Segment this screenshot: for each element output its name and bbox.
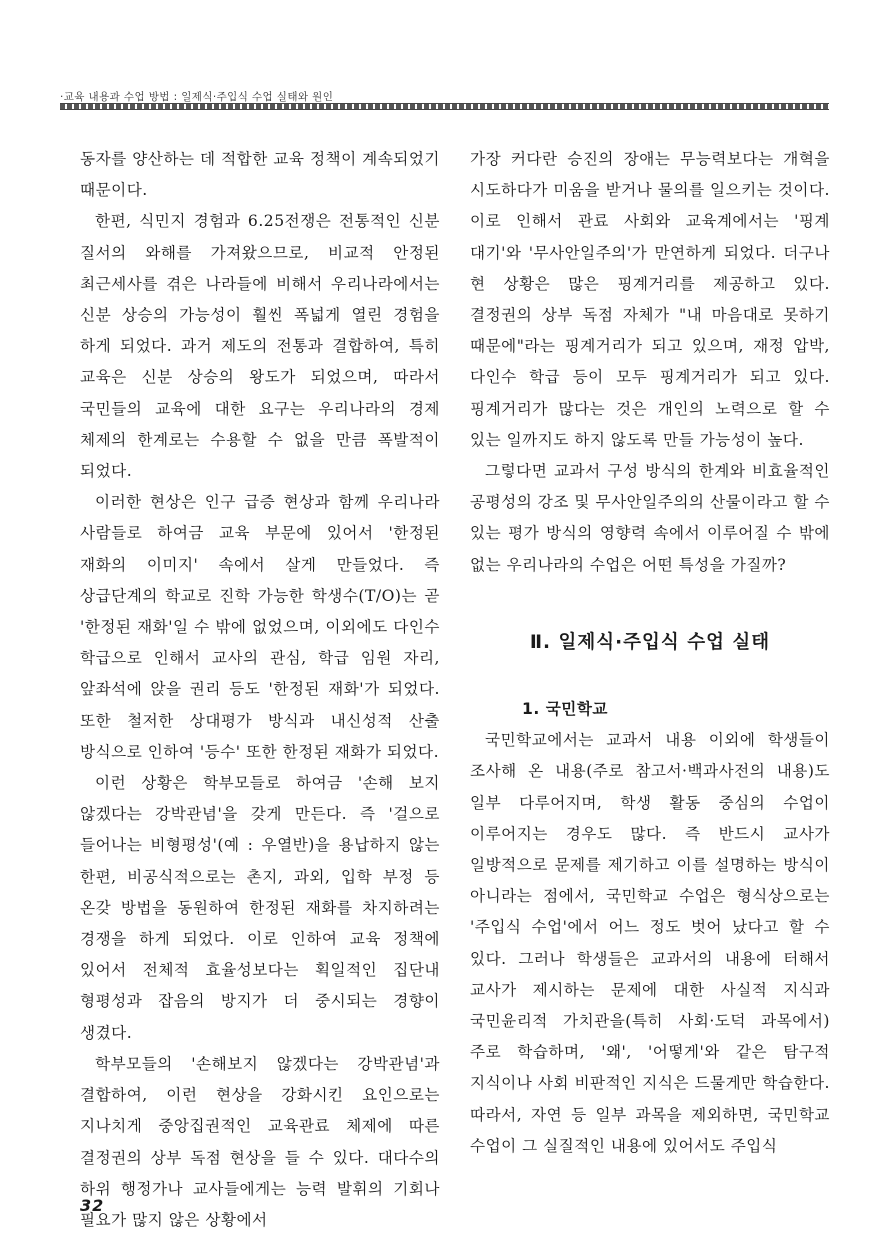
paragraph: 이러한 현상은 인구 급증 현상과 함께 우리나라 사람들로 하여금 교육 부문에 있어서 '한정된 재화의 이미지' 속에서 살게 만들었다. 즉 상급단계의 학교로 진학 가능한 학생수(T/O)는 곧 '한정된 재화'일 수 밖에 없었으며, 이외에도 다인수 학급으로 인해서 교사의 관심, 학급 임원 자리, 앞좌석에 앉을 권리 등도 '한정된 재화'가 되었다. 또한 철저한 상대평가 방식과 내신성적 산출 방식으로 인하여 '등수' 또한 한정된 재화가 되었다.	[80, 493, 440, 761]
paragraph: 그렇다면 교과서 구성 방식의 한계와 비효율적인 공평성의 강조 및 무사안일주의의 산물이라고 할 수 있는 평가 방식의 영향력 속에서 이루어질 수 밖에 없는 우리나라의 수업은 어떤 특성을 가질까?	[470, 462, 830, 574]
left-column	[80, 144, 440, 1236]
paragraph: 이런 상황은 학부모들로 하여금 '손해 보지 않겠다는 강박관념'을 갖게 만든다. 즉 '걸으로 들어나는 비형평성'(예 : 우열반)을 용납하지 않는 한편, 비공식적으로는 촌지, 과외, 입학 부정 등 온갖 방법을 동원하여 한정된 재화를 차지하려는 경쟁을 하게 되었다. 이로 인하여 교육 정책에 있어서 전체적 효율성보다는 획일적인 집단내 형평성과 잡음의 방지가 더 중시되는 경향이 생겼다.	[80, 774, 440, 1042]
paragraph: 동자를 양산하는 데 적합한 교육 정책이 계속되었기 때문이다.	[80, 150, 440, 200]
subsection-heading: 1. 국민학교	[522, 700, 608, 719]
right-column	[470, 144, 830, 1162]
paragraph: 국민학교에서는 교과서 내용 이외에 학생들이 조사해 온 내용(주로 참고서·백과사전의 내용)도 일부 다루어지며, 학생 활동 중심의 수업이 이루어지는 경우도 많다. 즉 반드시 교사가 일방적으로 문제를 제기하고 이를 설명하는 방식이 아니라는 점에서, 국민학교 수업은 형식상으로는 '주입식 수업'에서 어느 정도 벗어 났다고 할 수 있다. 그러나 학생들은 교과서의 내용에 터해서 교사가 제시하는 문제에 대한 사실적 지식과 국민윤리적 가치관을(특히 사회·도덕 과목에서)주로 학습하며, '왜', '어떻게'와 같은 탐구적 지식이나 사회 비판적인 지식은 드물게만 학습한다. 따라서, 자연 등 일부 과목을 제외하면, 국민학교 수업이 그 실질적인 내용에 있어서도 주입식	[470, 731, 830, 1155]
paragraph: 학부모들의 '손해보지 않겠다는 강박관념'과 결합하여, 이런 현상을 강화시킨 요인으로는 지나치게 중앙집권적인 교육관료 체제에 따른 결정권의 상부 독점 현상을 들 수 있다. 대다수의 하위 행정가나 교사들에게는 능력 발휘의 기회나 필요가 많지 않은 상황에서	[80, 1054, 440, 1229]
page-number: 32	[80, 1196, 105, 1215]
paragraph: 가장 커다란 승진의 장애는 무능력보다는 개혁을 시도하다가 미움을 받거나 물의를 일으키는 것이다. 이로 인해서 관료 사회와 교육계에서는 '핑계 대기'와 '무사안일주의'가 만연하게 되었다. 더구나 현 상황은 많은 핑계거리를 제공하고 있다. 결정권의 상부 독점 자체가 "내 마음대로 못하기 때문에"라는 핑계거리가 되고 있으며, 재정 압박, 다인수 학급 등이 모두 핑계거리가 되고 있다. 핑계거리가 많다는 것은 개인의 노력으로 할 수 있는 일까지도 하지 않도록 만들 가능성이 높다.	[470, 150, 830, 449]
running-header: ·교육 내용과 수업 방법 : 일제식·주입식 수업 실태와 원인	[60, 91, 334, 103]
section-heading: Ⅱ. 일제식·주입식 수업 실태	[529, 631, 771, 653]
paragraph: 한편, 식민지 경험과 6.25전쟁은 전통적인 신분 질서의 와해를 가져왔으므로, 비교적 안정된 최근세사를 겪은 나라들에 비해서 우리나라에서는 신분 상승의 가능성이 훨씬 폭넓게 열린 경험을 하게 되었다. 과거 제도의 전통과 결합하여, 특히 교육은 신분 상승의 왕도가 되었으며, 따라서 국민들의 교육에 대한 요구는 우리나라의 경제 체제의 한계로는 수용할 수 없을 만큼 폭발적이 되었다.	[80, 212, 440, 481]
header-rule	[60, 103, 829, 110]
